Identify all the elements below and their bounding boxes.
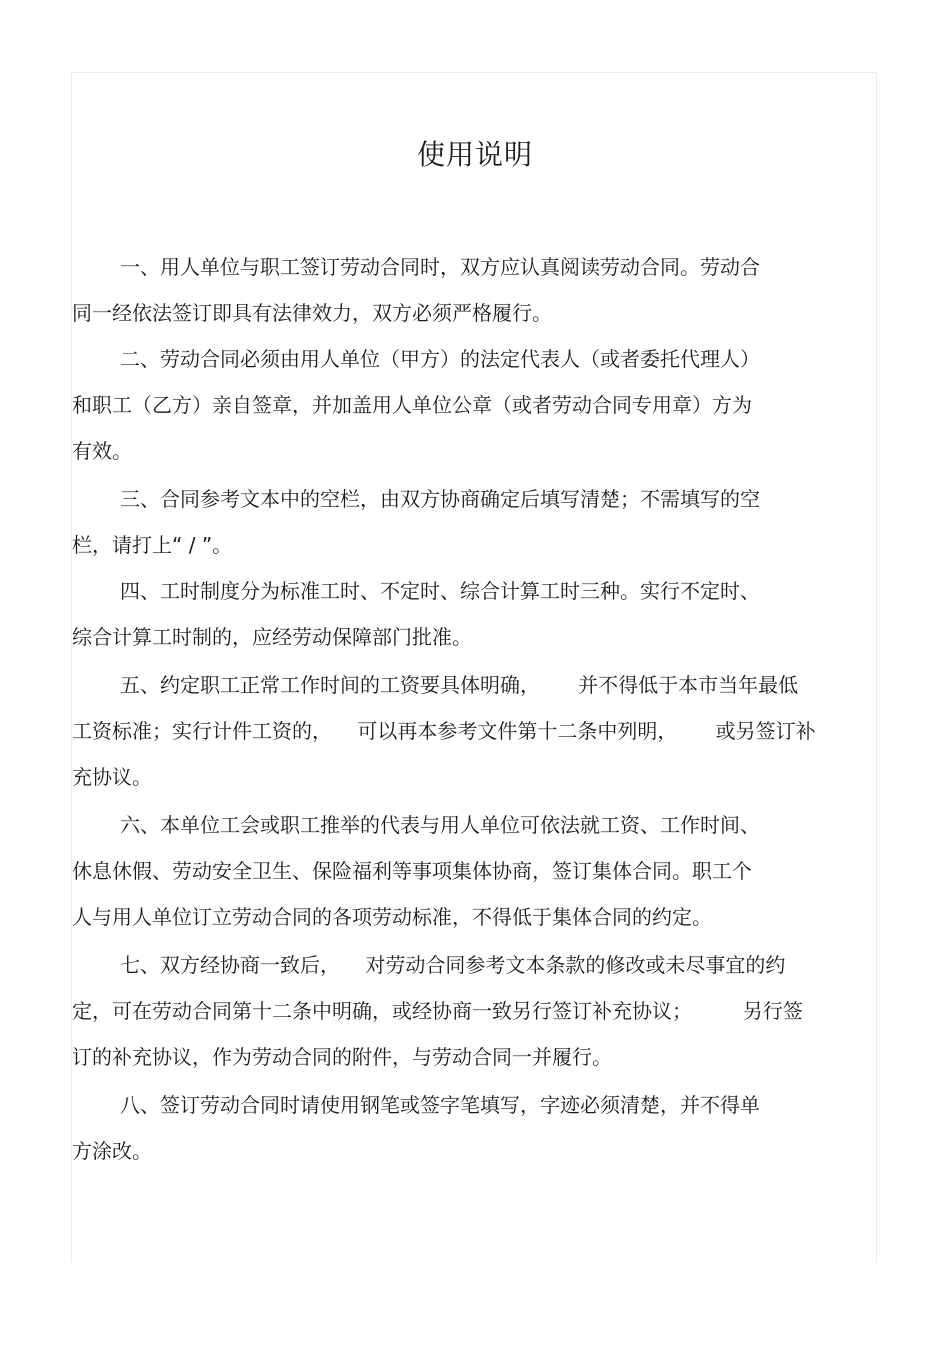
clause-1-line-2: 同一经依法签订即具有法律效力，双方必须严格履行。 [72,301,552,325]
clause-8-line-1: 八、签订劳动合同时请使用钢笔或签字笔填写，字迹必须清楚，并不得单 [120,1093,760,1117]
clause-3-line-2: 栏，请打上“ / ”。 [72,533,233,557]
clause-6-line-1: 六、本单位工会或职工推举的代表与用人单位可依法就工资、工作时间、 [120,813,760,837]
clause-5-line-2: 工资标准；实行计件工资的， 可以再本参考文件第十二条中列明， 或另签订补 [72,719,816,743]
clause-2-line-2: 和职工（乙方）亲自签章，并加盖用人单位公章（或者劳动合同专用章）方为 [72,393,752,417]
clause-7-line-2: 定，可在劳动合同第十二条中明确，或经协商一致另行签订补充协议； 另行签 [72,999,803,1023]
clause-7-line-1: 七、双方经协商一致后， 对劳动合同参考文本条款的修改或未尽事宜的约 [120,953,786,977]
clause-1-line-1: 一、用人单位与职工签订劳动合同时，双方应认真阅读劳动合同。劳动合 [120,255,760,279]
clause-5-line-3: 充协议。 [72,765,152,789]
clause-4-line-2: 综合计算工时制的，应经劳动保障部门批准。 [72,625,472,649]
clause-6-line-3: 人与用人单位订立劳动合同的各项劳动标准，不得低于集体合同的约定。 [72,905,712,929]
clause-2-line-1: 二、劳动合同必须由用人单位（甲方）的法定代表人（或者委托代理人） [120,347,760,371]
clause-8-line-2: 方涂改。 [72,1139,152,1163]
page-frame [71,72,877,1262]
document-title: 使用说明 [416,138,533,171]
clause-3-line-1: 三、合同参考文本中的空栏，由双方协商确定后填写清楚；不需填写的空 [120,487,760,511]
clause-2-line-3: 有效。 [72,439,132,463]
clause-5-line-1: 五、约定职工正常工作时间的工资要具体明确， 并不得低于本市当年最低 [120,673,799,697]
clause-4-line-1: 四、工时制度分为标准工时、不定时、综合计算工时三种。实行不定时、 [120,579,760,603]
clause-7-line-3: 订的补充协议，作为劳动合同的附件，与劳动合同一并履行。 [72,1045,612,1069]
clause-6-line-2: 休息休假、劳动安全卫生、保险福利等事项集体协商，签订集体合同。职工个 [72,859,752,883]
